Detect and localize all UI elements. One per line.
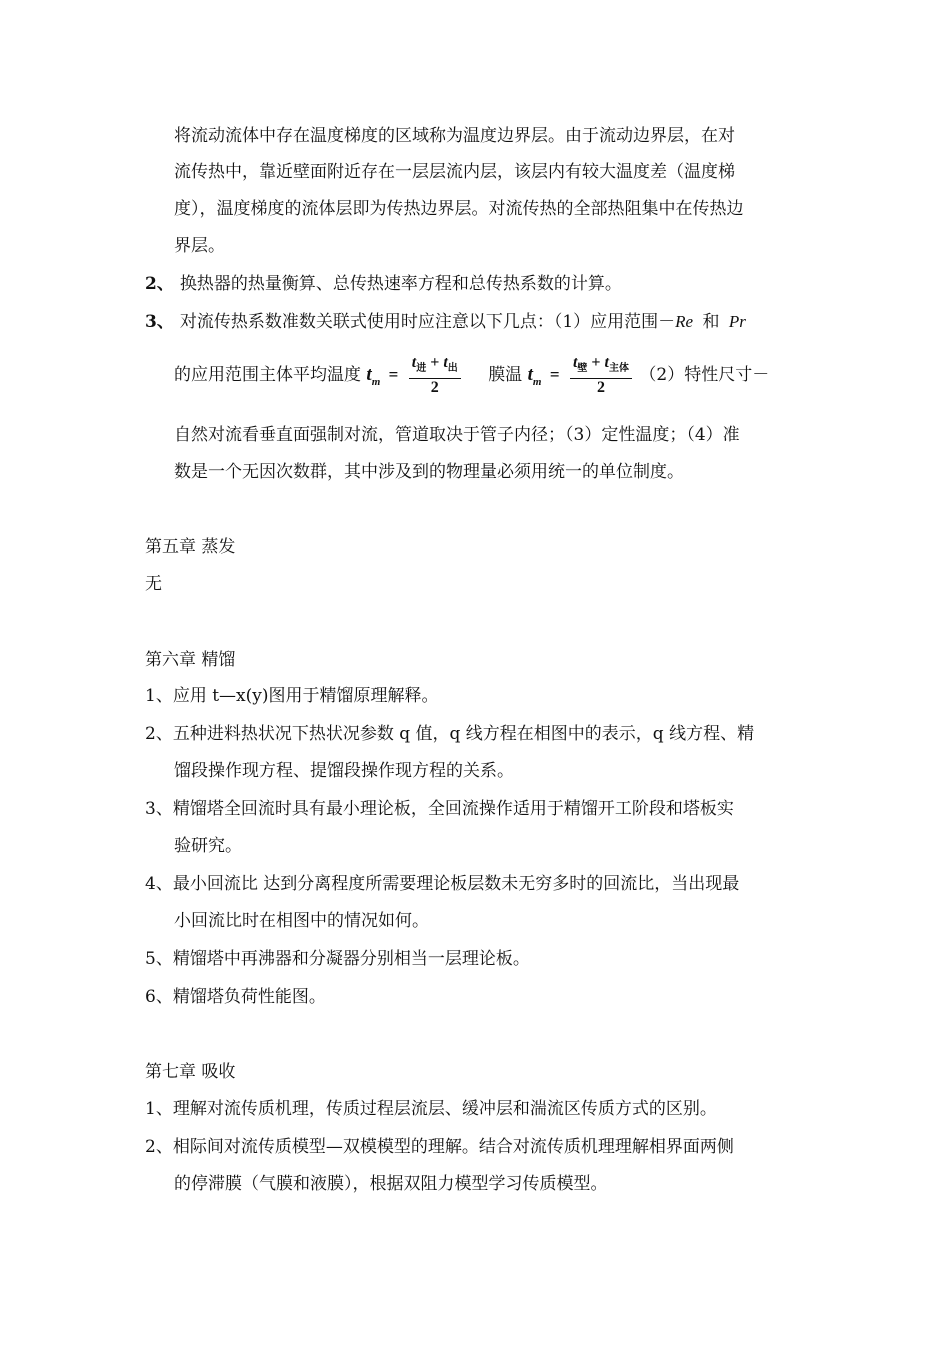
paragraph-line: 自然对流看垂直面强制对流，管道取决于管子内径；（3）定性温度；（4）准 (174, 425, 740, 445)
equals-sign: = (388, 365, 399, 385)
formula-suffix: （2）特性尺寸－ (639, 365, 770, 386)
list-item-3 (145, 310, 746, 334)
paragraph-line: 界层。 (174, 236, 225, 256)
mean-temperature-symbol: $t_m$ (366, 364, 381, 388)
list-item: 2、五种进料热状况下热状况参数 q 值，q 线方程在相图中的表示，q 线方程、精 (145, 724, 755, 744)
list-item-continuation: 验研究。 (174, 836, 242, 856)
chapter-7-title: 第七章 吸收 (145, 1062, 236, 1082)
item-text: 换热器的热量衡算、总传热速率方程和总传热系数的计算。 (179, 274, 622, 294)
list-item: 1、应用 t—x(y)图用于精馏原理解释。 (145, 686, 439, 706)
chapter-5-title: 第五章 蒸发 (145, 537, 236, 557)
film-temperature-label: 膜温 (488, 365, 523, 386)
list-item-2 (145, 272, 622, 296)
chapter-5-content: 无 (145, 574, 162, 594)
item-number: 3、 (145, 312, 174, 332)
list-item-continuation: 小回流比时在相图中的情况如何。 (174, 911, 429, 931)
film-temperature-fraction: $\frac{t_壁 + t_{主体}}{2}$ (570, 354, 632, 397)
paragraph-line: 将流动流体中存在温度梯度的区域称为温度边界层。由于流动边界层，在对 (174, 126, 735, 146)
list-item: 6、精馏塔负荷性能图。 (145, 987, 326, 1007)
list-item: 4、最小回流比 达到分离程度所需要理论板层数未无穷多时的回流比，当出现最 (145, 874, 740, 894)
list-item: 2、相际间对流传质模型—双模模型的理解。结合对流传质机理理解相界面两侧 (145, 1137, 734, 1157)
list-item-continuation: 馏段操作现方程、提馏段操作现方程的关系。 (174, 761, 514, 781)
reynolds-symbol: Re (675, 312, 694, 331)
and-text: 和 (702, 312, 720, 332)
item-number: 2、 (145, 274, 174, 294)
chapter-6-title: 第六章 精馏 (145, 650, 236, 670)
paragraph-line: 数是一个无因次数群，其中涉及到的物理量必须用统一的单位制度。 (174, 462, 684, 482)
list-item: 3、精馏塔全回流时具有最小理论板，全回流操作适用于精馏开工阶段和塔板实 (145, 799, 734, 819)
item-text: 对流传热系数准数关联式使用时应注意以下几点：（1）应用范围－ (179, 312, 676, 332)
bulk-mean-temperature-fraction: $\frac{t_进 + t_出}{2}$ (409, 354, 461, 397)
paragraph-line: 度），温度梯度的流体层即为传热边界层。对流传热的全部热阻集中在传热边 (174, 199, 744, 219)
list-item: 1、理解对流传质机理，传质过程层流层、缓冲层和湍流区传质方式的区别。 (145, 1099, 717, 1119)
list-item: 5、精馏塔中再沸器和分凝器分别相当一层理论板。 (145, 949, 530, 969)
prandtl-symbol: Pr (728, 312, 746, 331)
paragraph-line: 流传热中，靠近壁面附近存在一层层流内层，该层内有较大温度差（温度梯 (174, 162, 735, 182)
formula-line (174, 354, 769, 402)
list-item-continuation: 的停滞膜（气膜和液膜），根据双阻力模型学习传质模型。 (174, 1174, 608, 1194)
equals-sign: = (549, 365, 560, 385)
film-temperature-symbol: $t_m$ (527, 364, 542, 388)
formula-prefix: 的应用范围主体平均温度 (174, 365, 361, 386)
